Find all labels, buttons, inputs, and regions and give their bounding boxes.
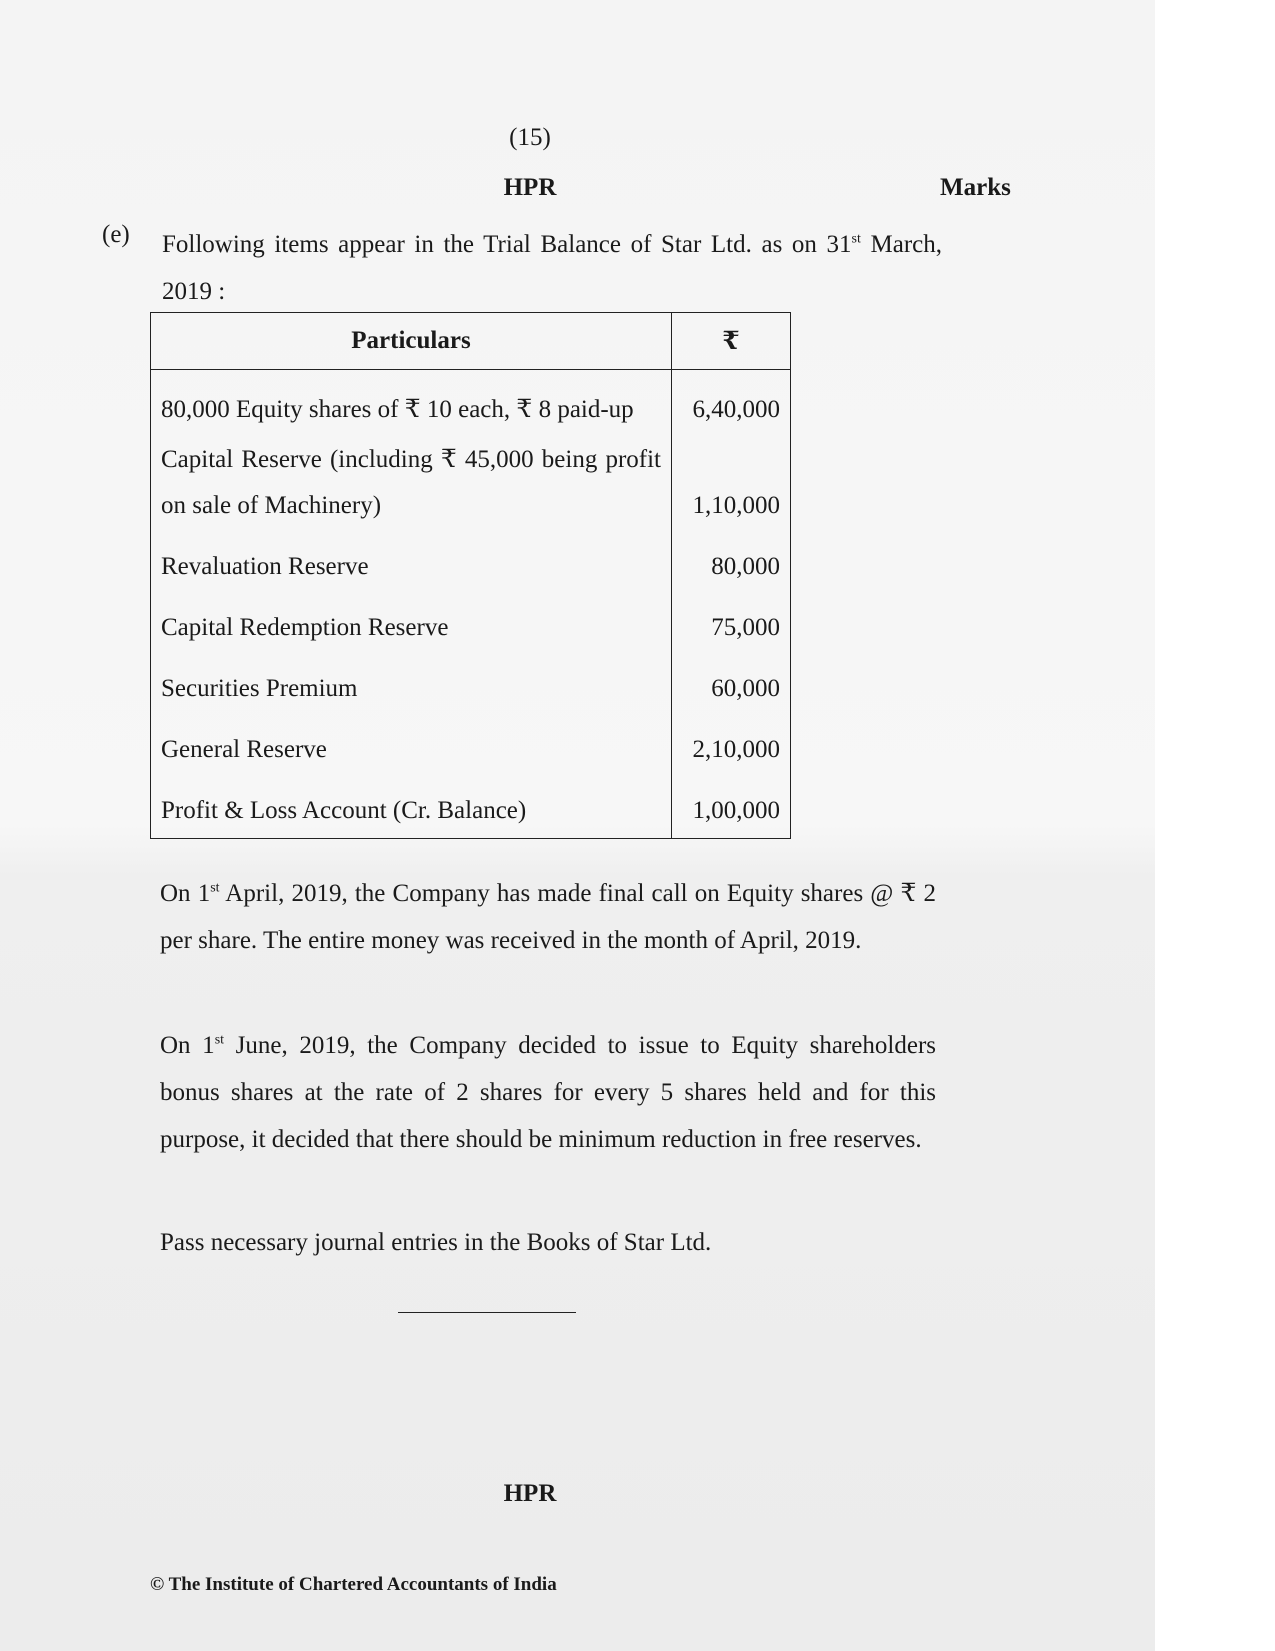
paper-code-footer: HPR (503, 1480, 557, 1507)
header-rupee: ₹ (672, 313, 791, 370)
table-row (151, 716, 791, 777)
row-particular: Capital Reserve (including ₹ 45,000 being profit on sale of Machinery) (161, 446, 661, 519)
paragraph-final-call (160, 870, 936, 964)
row-particular: Profit & Loss Account (Cr. Balance) (151, 777, 672, 839)
row-particular: 80,000 Equity shares of ₹ 10 each, ₹ 8 paid-up (161, 396, 634, 423)
intro-text: Following items appear in the Trial Balance of Star Ltd. as on 31 (162, 231, 852, 258)
header-particulars: Particulars (151, 313, 672, 370)
row-amount: 75,000 (672, 594, 791, 655)
page-number: (15) (509, 124, 551, 151)
table-row (151, 594, 791, 655)
row-amount: 1,00,000 (672, 777, 791, 839)
trial-balance-table (150, 312, 791, 839)
row-particular: Securities Premium (151, 655, 672, 716)
paragraph-text: On 1 (160, 880, 211, 907)
table-row (151, 437, 791, 533)
question-intro (162, 221, 942, 315)
row-amount: 60,000 (672, 655, 791, 716)
row-amount: 1,10,000 (672, 437, 791, 533)
row-particular: General Reserve (151, 716, 672, 777)
row-particular: Capital Redemption Reserve (151, 594, 672, 655)
table-header-row (151, 313, 791, 370)
paper-code-header: HPR (503, 174, 557, 201)
paragraph-bonus-issue (160, 1022, 936, 1163)
copyright-notice: © The Institute of Chartered Accountants of India (150, 1574, 557, 1595)
paragraph-superscript: st (214, 1032, 225, 1048)
table-row (151, 533, 791, 594)
row-amount: 80,000 (672, 533, 791, 594)
table-row (151, 777, 791, 839)
question-label: (e) (102, 221, 130, 248)
page-margin (1155, 0, 1275, 1651)
marks-label: Marks (940, 174, 1011, 201)
row-particular: Revaluation Reserve (151, 533, 672, 594)
paragraph-text: April, 2019, the Company has made final call on Equity shares @ ₹ 2 per share. The entire money was received in the month of April, 2019. (160, 880, 937, 954)
paragraph-superscript: st (210, 880, 220, 896)
row-amount: 6,40,000 (672, 370, 791, 438)
end-of-question-rule (398, 1312, 576, 1313)
intro-superscript: st (851, 231, 861, 247)
paragraph-text: On 1 (160, 1032, 215, 1059)
intro-text-end: March, 2019 : (162, 231, 942, 305)
table-row (151, 655, 791, 716)
paragraph-text: June, 2019, the Company decided to issue to Equity shareholders bonus shares at the rate of 2 shares for every 5 shares held and for this purpose, it decided that there should be minimum reduction in free reserves. (160, 1032, 936, 1153)
table-row (151, 370, 791, 438)
paragraph-instruction: Pass necessary journal entries in the Books of Star Ltd. (160, 1229, 712, 1256)
row-amount: 2,10,000 (672, 716, 791, 777)
